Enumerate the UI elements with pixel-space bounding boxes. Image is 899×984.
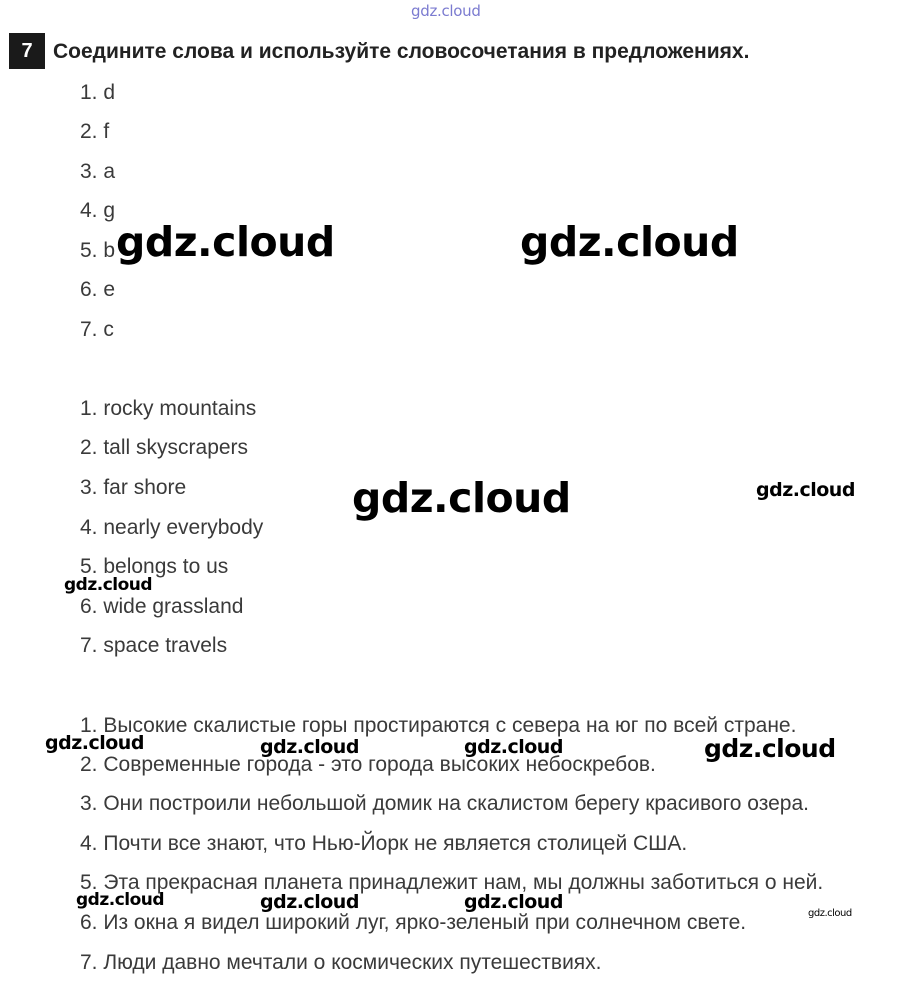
phrase-item: 4. nearly everybody <box>80 516 264 539</box>
watermark: gdz.cloud <box>520 218 739 266</box>
phrase-item: 7. space travels <box>80 634 228 657</box>
task-title: Соедините слова и используйте словосочетания в предложениях. <box>53 40 750 63</box>
task-number-badge: 7 <box>9 33 45 69</box>
watermark: gdz.cloud <box>260 891 359 913</box>
matching-item: 2. f <box>80 120 110 143</box>
watermark: gdz.cloud <box>808 908 852 919</box>
phrase-item: 5. belongs to us <box>80 555 229 578</box>
sentence-item: 1. Высокие скалистые горы простираются с севера на юг по всей стране. <box>80 714 797 737</box>
watermark: gdz.cloud <box>260 736 359 758</box>
watermark: gdz.cloud <box>64 575 153 595</box>
watermark: gdz.cloud <box>76 890 165 910</box>
sentence-item: 3. Они построили небольшой домик на скалистом берегу красивого озера. <box>80 792 809 815</box>
matching-item: 6. e <box>80 278 116 301</box>
sentence-item: 5. Эта прекрасная планета принадлежит нам, мы должны заботиться о ней. <box>80 871 824 894</box>
phrase-item: 6. wide grassland <box>80 595 244 618</box>
sentence-item: 2. Современные города - это города высоких небоскребов. <box>80 753 656 776</box>
sentence-item: 6. Из окна я видел широкий луг, ярко-зеленый при солнечном свете. <box>80 911 747 934</box>
matching-item: 7. c <box>80 318 114 341</box>
watermark: gdz.cloud <box>756 479 855 501</box>
matching-item: 5. b <box>80 239 116 262</box>
watermark: gdz.cloud <box>464 891 563 913</box>
watermark: gdz.cloud <box>116 218 335 266</box>
sentence-item: 4. Почти все знают, что Нью-Йорк не является столицей США. <box>80 832 688 855</box>
watermark-top: gdz.cloud <box>411 2 481 20</box>
watermark: gdz.cloud <box>352 474 571 522</box>
phrase-item: 2. tall skyscrapers <box>80 436 249 459</box>
matching-item: 3. a <box>80 160 116 183</box>
watermark: gdz.cloud <box>704 734 836 763</box>
matching-item: 4. g <box>80 199 116 222</box>
matching-item: 1. d <box>80 81 116 104</box>
watermark: gdz.cloud <box>464 736 563 758</box>
phrase-item: 3. far shore <box>80 476 187 499</box>
watermark: gdz.cloud <box>45 732 144 754</box>
phrase-item: 1. rocky mountains <box>80 397 257 420</box>
sentence-item: 7. Люди давно мечтали о космических путешествиях. <box>80 951 602 974</box>
